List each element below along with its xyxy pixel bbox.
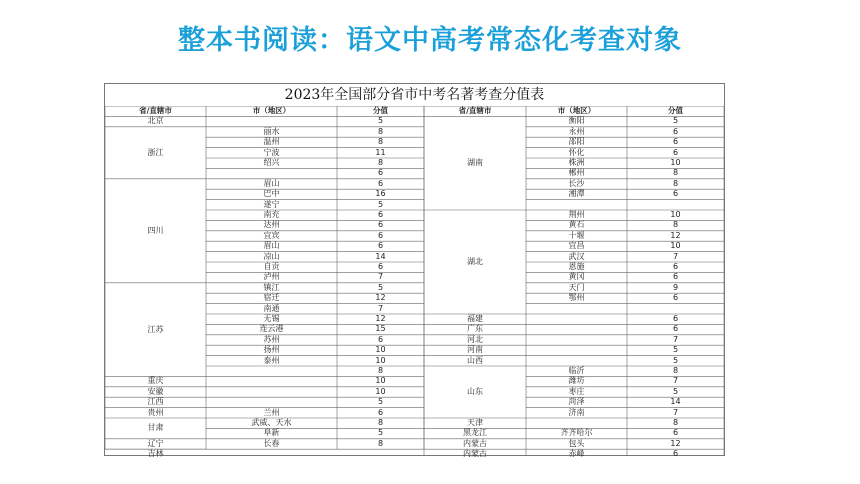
city-cell: 济南 <box>568 407 585 417</box>
score-cell: 10 <box>375 376 386 386</box>
city-cell: 武威、天水 <box>251 418 292 427</box>
score-cell: 6 <box>377 334 384 344</box>
score-cell: 6 <box>672 293 679 303</box>
score-cell: 15 <box>375 324 386 334</box>
city-cell: 包头 <box>568 438 585 448</box>
city-cell: 南通 <box>263 303 280 313</box>
score-cell: 5 <box>672 386 679 396</box>
score-cell: 6 <box>377 262 384 271</box>
city-cell: 扬州 <box>263 345 280 355</box>
city-cell: 巴中 <box>263 189 280 199</box>
score-cell: 8 <box>672 366 679 375</box>
score-cell <box>627 304 724 314</box>
score-cell: 6 <box>672 272 679 282</box>
score-cell: 6 <box>672 324 679 334</box>
score-cell: 8 <box>377 438 384 448</box>
city-cell: 菏泽 <box>568 397 585 407</box>
city-cell <box>206 387 337 397</box>
score-cell: 7 <box>672 376 679 386</box>
column-header: 分值 <box>373 106 388 115</box>
city-cell: 株洲 <box>568 158 585 167</box>
column-header: 市（地区） <box>557 106 596 115</box>
city-cell: 眉山 <box>263 241 280 251</box>
column-header: 省/直辖市 <box>458 106 492 115</box>
province-cell: 湖南 <box>467 158 483 168</box>
score-cell: 12 <box>375 293 386 303</box>
score-cell: 8 <box>377 126 384 136</box>
score-cell: 6 <box>377 220 384 230</box>
column-header: 省/直辖市 <box>139 106 172 115</box>
city-cell: 长沙 <box>568 178 585 188</box>
slide-title: 整本书阅读：语文中高考常态化考查对象 <box>178 25 682 56</box>
score-table <box>104 83 725 459</box>
score-cell: 6 <box>672 314 679 323</box>
score-cell <box>627 200 724 210</box>
province-cell: 内蒙古 <box>463 438 487 448</box>
score-cell: 10 <box>670 241 681 251</box>
province-cell: 湖北 <box>467 257 483 266</box>
city-cell: 怀化 <box>568 147 585 157</box>
city-cell: 兰州 <box>263 407 280 417</box>
score-cell: 12 <box>670 438 681 448</box>
city-cell <box>526 345 627 355</box>
score-cell: 5 <box>672 116 679 126</box>
city-cell: 宿迁 <box>263 293 280 303</box>
city-cell: 天门 <box>568 282 585 292</box>
city-cell <box>526 304 627 314</box>
score-cell: 7 <box>672 334 679 344</box>
city-cell <box>526 356 627 366</box>
city-cell: 赤峰 <box>568 449 585 459</box>
province-cell: 内蒙古 <box>463 449 487 459</box>
score-cell: 10 <box>375 355 386 365</box>
score-cell: 10 <box>375 345 386 355</box>
city-cell: 邵阳 <box>568 137 585 147</box>
province-cell: 浙江 <box>147 147 164 157</box>
score-cell: 9 <box>672 282 679 292</box>
city-cell: 齐齐哈尔 <box>560 428 593 438</box>
column-header: 市（地区） <box>252 106 291 115</box>
score-cell: 12 <box>670 230 681 240</box>
score-cell: 8 <box>377 137 384 147</box>
score-cell: 6 <box>672 262 679 271</box>
score-cell: 14 <box>375 251 386 261</box>
province-cell: 北京 <box>147 116 164 126</box>
city-cell: 郴州 <box>568 168 585 178</box>
city-cell: 绍兴 <box>263 158 280 167</box>
score-cell: 6 <box>377 168 384 178</box>
score-cell: 5 <box>377 116 384 126</box>
province-cell: 江苏 <box>147 324 164 334</box>
province-cell: 贵州 <box>147 407 164 417</box>
province-cell: 黑龙江 <box>463 428 487 438</box>
score-cell: 5 <box>377 282 384 292</box>
table-title: 2023年全国部分省市中考名著考查分值表 <box>284 87 545 103</box>
score-cell: 8 <box>672 178 679 188</box>
city-cell: 潍坊 <box>568 376 585 386</box>
score-cell: 6 <box>672 126 679 136</box>
score-cell: 14 <box>670 397 681 407</box>
city-cell: 宜昌 <box>568 241 585 251</box>
city-cell: 凉山 <box>263 251 280 261</box>
city-cell: 温州 <box>263 137 280 147</box>
city-cell: 十堰 <box>568 230 585 240</box>
city-cell: 无锡 <box>263 314 280 323</box>
city-cell: 鄂州 <box>568 293 585 303</box>
score-cell: 6 <box>672 189 679 199</box>
province-cell: 福建 <box>467 314 483 323</box>
city-cell <box>206 116 337 126</box>
city-cell: 达州 <box>263 220 280 230</box>
city-cell <box>526 314 627 324</box>
province-cell: 山西 <box>467 355 483 365</box>
score-cell: 6 <box>672 449 679 459</box>
city-cell <box>206 366 337 376</box>
city-cell: 泸州 <box>263 272 280 282</box>
score-cell: 8 <box>672 418 679 427</box>
score-cell: 7 <box>672 407 679 417</box>
score-cell: 6 <box>377 230 384 240</box>
province-cell: 山东 <box>467 387 483 396</box>
score-cell: 10 <box>670 210 681 219</box>
province-cell: 河南 <box>467 345 483 355</box>
score-cell: 11 <box>375 147 386 157</box>
score-cell: 6 <box>672 428 679 438</box>
province-cell: 辽宁 <box>147 438 164 448</box>
score-cell: 8 <box>672 220 679 230</box>
score-cell: 10 <box>670 158 681 167</box>
city-cell <box>526 324 627 334</box>
city-cell: 衡阳 <box>568 116 585 126</box>
score-cell: 7 <box>377 303 384 313</box>
city-cell: 连云港 <box>259 324 284 334</box>
city-cell: 永州 <box>568 126 585 136</box>
city-cell: 宜宾 <box>263 230 280 240</box>
score-cell: 6 <box>377 178 384 188</box>
city-cell: 自贡 <box>263 262 280 271</box>
city-cell <box>526 335 627 345</box>
city-cell: 黄石 <box>568 220 585 230</box>
score-cell: 16 <box>375 189 386 199</box>
city-cell <box>526 418 627 428</box>
score-cell: 5 <box>377 428 384 438</box>
city-cell <box>526 200 627 210</box>
score-cell: 12 <box>375 314 386 323</box>
city-cell: 宁波 <box>263 147 280 157</box>
score-cell: 6 <box>672 147 679 157</box>
city-cell: 丽水 <box>263 126 280 136</box>
score-cell: 6 <box>377 407 384 417</box>
score-cell: 10 <box>375 386 386 396</box>
score-cell: 5 <box>377 397 384 407</box>
city-cell: 南充 <box>263 210 280 219</box>
score-cell: 8 <box>377 158 384 167</box>
city-cell: 镇江 <box>263 282 280 292</box>
city-cell: 眉山 <box>263 178 280 188</box>
city-cell: 湘潭 <box>568 189 585 199</box>
city-cell: 长春 <box>263 438 280 448</box>
city-cell: 武汉 <box>568 251 585 261</box>
score-cell: 5 <box>672 345 679 355</box>
city-cell <box>206 376 337 386</box>
province-cell: 重庆 <box>147 376 164 386</box>
score-cell: 6 <box>377 241 384 251</box>
score-cell: 6 <box>672 137 679 147</box>
city-cell: 恩施 <box>568 262 585 271</box>
province-cell: 安徽 <box>147 386 164 396</box>
city-cell: 遂宁 <box>263 199 280 209</box>
score-cell: 7 <box>672 251 679 261</box>
column-header: 分值 <box>668 106 683 115</box>
province-cell: 甘肃 <box>147 423 164 432</box>
province-cell: 吉林 <box>147 449 164 459</box>
city-cell <box>206 168 337 178</box>
score-cell: 8 <box>377 366 384 375</box>
score-cell: 5 <box>672 355 679 365</box>
city-cell: 苏州 <box>263 334 280 344</box>
province-cell: 河北 <box>467 334 483 344</box>
score-cell: 7 <box>377 272 384 282</box>
province-cell: 江西 <box>147 397 164 407</box>
province-cell: 四川 <box>147 225 164 235</box>
city-cell: 黄冈 <box>568 272 585 282</box>
city-cell: 泰州 <box>263 355 280 365</box>
score-cell: 6 <box>377 210 384 219</box>
city-cell: 枣庄 <box>568 386 585 396</box>
province-cell: 天津 <box>467 418 483 427</box>
score-cell: 8 <box>377 418 384 427</box>
city-cell: 阜新 <box>263 428 280 438</box>
province-cell: 广东 <box>467 324 483 334</box>
city-cell <box>206 397 337 407</box>
city-cell: 荆州 <box>568 210 585 219</box>
city-cell: 临沂 <box>568 366 585 375</box>
score-cell: 5 <box>377 199 384 209</box>
score-cell: 8 <box>672 168 679 178</box>
